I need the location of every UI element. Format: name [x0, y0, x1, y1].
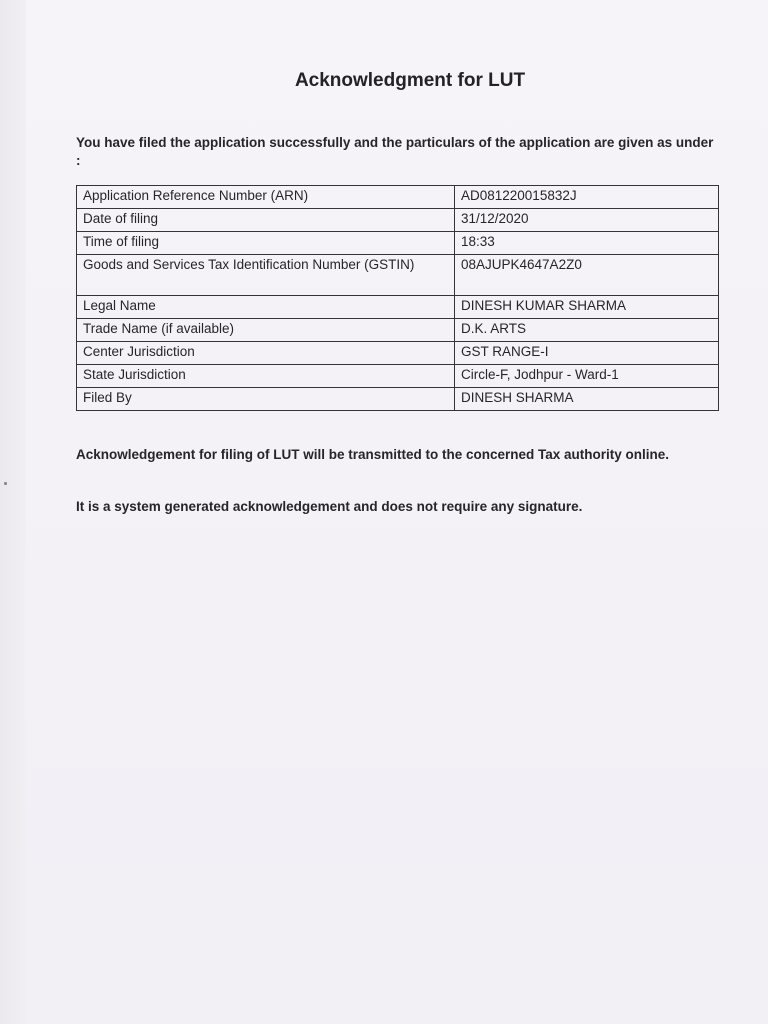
document-title: Acknowledgment for LUT: [294, 70, 526, 91]
signature-note: It is a system generated acknowledgement and does not require any signature.: [76, 499, 583, 514]
table-row: [77, 232, 719, 255]
transmission-note: Acknowledgement for filing of LUT will be transmitted to the concerned Tax authority online.: [76, 447, 670, 462]
legal-name-label: Legal Name: [77, 296, 455, 319]
filed-by-value: DINESH SHARMA: [455, 388, 719, 411]
center-jurisdiction-label: Center Jurisdiction: [77, 342, 455, 365]
state-jurisdiction-value: Circle-F, Jodhpur - Ward-1: [455, 365, 719, 388]
table-row: [77, 296, 719, 319]
table-row: [77, 209, 719, 232]
table-row: [77, 319, 719, 342]
table-row: [77, 255, 719, 296]
legal-name-value: DINESH KUMAR SHARMA: [455, 296, 719, 319]
filed-by-label: Filed By: [77, 388, 455, 411]
table-row: [77, 186, 719, 209]
intro-text: You have filed the application successfully and the particulars of the application are given as under :: [76, 135, 714, 168]
date-of-filing-label: Date of filing: [77, 209, 455, 232]
trade-name-label: Trade Name (if available): [77, 319, 455, 342]
table-row: [77, 342, 719, 365]
trade-name-value: D.K. ARTS: [455, 319, 719, 342]
arn-label: Application Reference Number (ARN): [77, 186, 455, 209]
gstin-value: 08AJUPK4647A2Z0: [455, 255, 719, 296]
table-row: [77, 388, 719, 411]
date-of-filing-value: 31/12/2020: [455, 209, 719, 232]
application-details-table: [76, 185, 719, 411]
time-of-filing-value: 18:33: [455, 232, 719, 255]
arn-value: AD081220015832J: [455, 186, 719, 209]
scan-speck: [4, 482, 7, 485]
time-of-filing-label: Time of filing: [77, 232, 455, 255]
page-edge-shadow: [0, 0, 26, 1024]
table-row: [77, 365, 719, 388]
gstin-label: Goods and Services Tax Identification Number (GSTIN): [77, 255, 455, 296]
center-jurisdiction-value: GST RANGE-I: [455, 342, 719, 365]
state-jurisdiction-label: State Jurisdiction: [77, 365, 455, 388]
